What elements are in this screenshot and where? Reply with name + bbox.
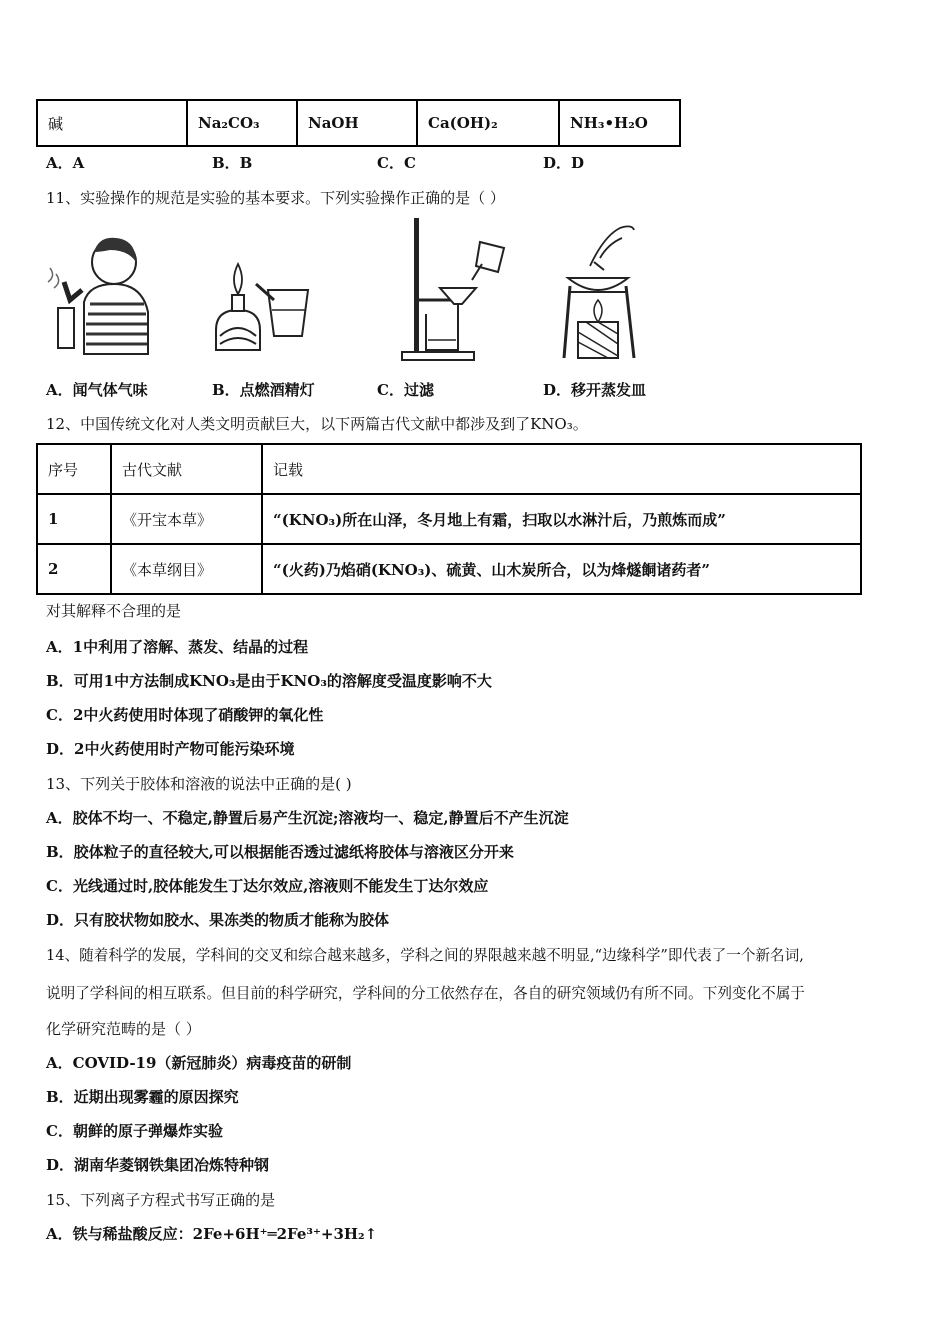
figure-filtration — [400, 216, 510, 362]
q14-option-c[interactable]: C．朝鲜的原子弹爆炸实验 — [46, 1122, 223, 1140]
q12-prompt: 对其解释不合理的是 — [46, 602, 182, 620]
q12-table — [36, 443, 862, 595]
q13-option-a[interactable]: A．胶体不均一、不稳定,静置后易产生沉淀;溶液均一、稳定,静置后不产生沉淀 — [46, 809, 569, 827]
q11-stem: 11、实验操作的规范是实验的基本要求。下列实验操作正确的是（ ） — [46, 189, 505, 207]
q11-option-b[interactable]: B．点燃酒精灯 — [212, 381, 315, 399]
top-table-cell: Ca(OH)₂ — [417, 100, 559, 146]
q10-option-a[interactable]: A．A — [46, 154, 85, 172]
q12-header-index: 序号 — [37, 444, 111, 494]
q13-option-c[interactable]: C．光线通过时,胶体能发生丁达尔效应,溶液则不能发生丁达尔效应 — [46, 877, 489, 895]
q13-stem: 13、下列关于胶体和溶液的说法中正确的是( ) — [46, 775, 352, 793]
q10-option-b[interactable]: B．B — [212, 154, 253, 172]
q14-stem-line3: 化学研究范畴的是（ ） — [46, 1020, 201, 1038]
q10-option-d[interactable]: D．D — [543, 154, 585, 172]
top-table-cell: 碱 — [37, 100, 187, 146]
figure-evaporating-dish — [560, 218, 640, 362]
top-table — [36, 99, 681, 147]
q12-option-d[interactable]: D．2中火药使用时产物可能污染环境 — [46, 740, 295, 758]
q11-option-a[interactable]: A．闻气体气味 — [46, 381, 148, 399]
q12-row-record: “(火药)乃焰硝(KNO₃)、硫黄、山木炭所合，以为烽燧餇诸药者” — [262, 544, 861, 594]
q13-option-d[interactable]: D．只有胶状物如胶水、果冻类的物质才能称为胶体 — [46, 911, 390, 929]
q12-option-a[interactable]: A．1中利用了溶解、蒸发、结晶的过程 — [46, 638, 309, 656]
q13-option-b[interactable]: B．胶体粒子的直径较大,可以根据能否透过滤纸将胶体与溶液区分开来 — [46, 843, 514, 861]
figure-alcohol-lamp — [208, 250, 318, 360]
q14-option-a[interactable]: A．COVID-19（新冠肺炎）病毒疫苗的研制 — [46, 1054, 352, 1072]
q12-row-source: 《本草纲目》 — [111, 544, 262, 594]
figure-smell-gas — [44, 222, 154, 357]
q12-row-record: “(KNO₃)所在山泽，冬月地上有霜，扫取以水淋汁后，乃煎炼而成” — [262, 494, 861, 544]
q12-row-source: 《开宝本草》 — [111, 494, 262, 544]
q14-stem-line2: 说明了学科间的相互联系。但目前的科学研究，学科间的分工依然存在，各自的研究领域仍有所不同。下列变化不属于 — [46, 985, 805, 1002]
top-table-cell: Na₂CO₃ — [187, 100, 297, 146]
q11-option-d[interactable]: D．移开蒸发皿 — [543, 381, 647, 399]
q14-option-b[interactable]: B．近期出现雾霾的原因探究 — [46, 1088, 239, 1106]
q12-row-index: 2 — [37, 544, 111, 594]
q14-option-d[interactable]: D．湖南华菱钢铁集团冶炼特种钢 — [46, 1156, 270, 1174]
q12-row-index: 1 — [37, 494, 111, 544]
q12-stem: 12、中国传统文化对人类文明贡献巨大，以下两篇古代文献中都涉及到了KNO₃。 — [46, 415, 588, 433]
q12-option-b[interactable]: B．可用1中方法制成KNO₃是由于KNO₃的溶解度受温度影响不大 — [46, 672, 492, 690]
q12-option-c[interactable]: C．2中火药使用时体现了硝酸钾的氧化性 — [46, 706, 324, 724]
q12-header-source: 古代文献 — [111, 444, 262, 494]
q14-stem-line1: 14、随着科学的发展，学科间的交叉和综合越来越多，学科之间的界限越来越不明显,“边缘科学”即代表了一个新名词, — [46, 947, 804, 964]
q10-option-c[interactable]: C．C — [377, 154, 416, 172]
q15-option-a[interactable]: A．铁与稀盐酸反应：2Fe+6H⁺═2Fe³⁺+3H₂↑ — [46, 1225, 378, 1243]
q15-stem: 15、下列离子方程式书写正确的是 — [46, 1191, 276, 1209]
q11-option-c[interactable]: C．过滤 — [377, 381, 434, 399]
q12-header-record: 记载 — [262, 444, 861, 494]
top-table-cell: NaOH — [297, 100, 417, 146]
top-table-cell: NH₃•H₂O — [559, 100, 680, 146]
